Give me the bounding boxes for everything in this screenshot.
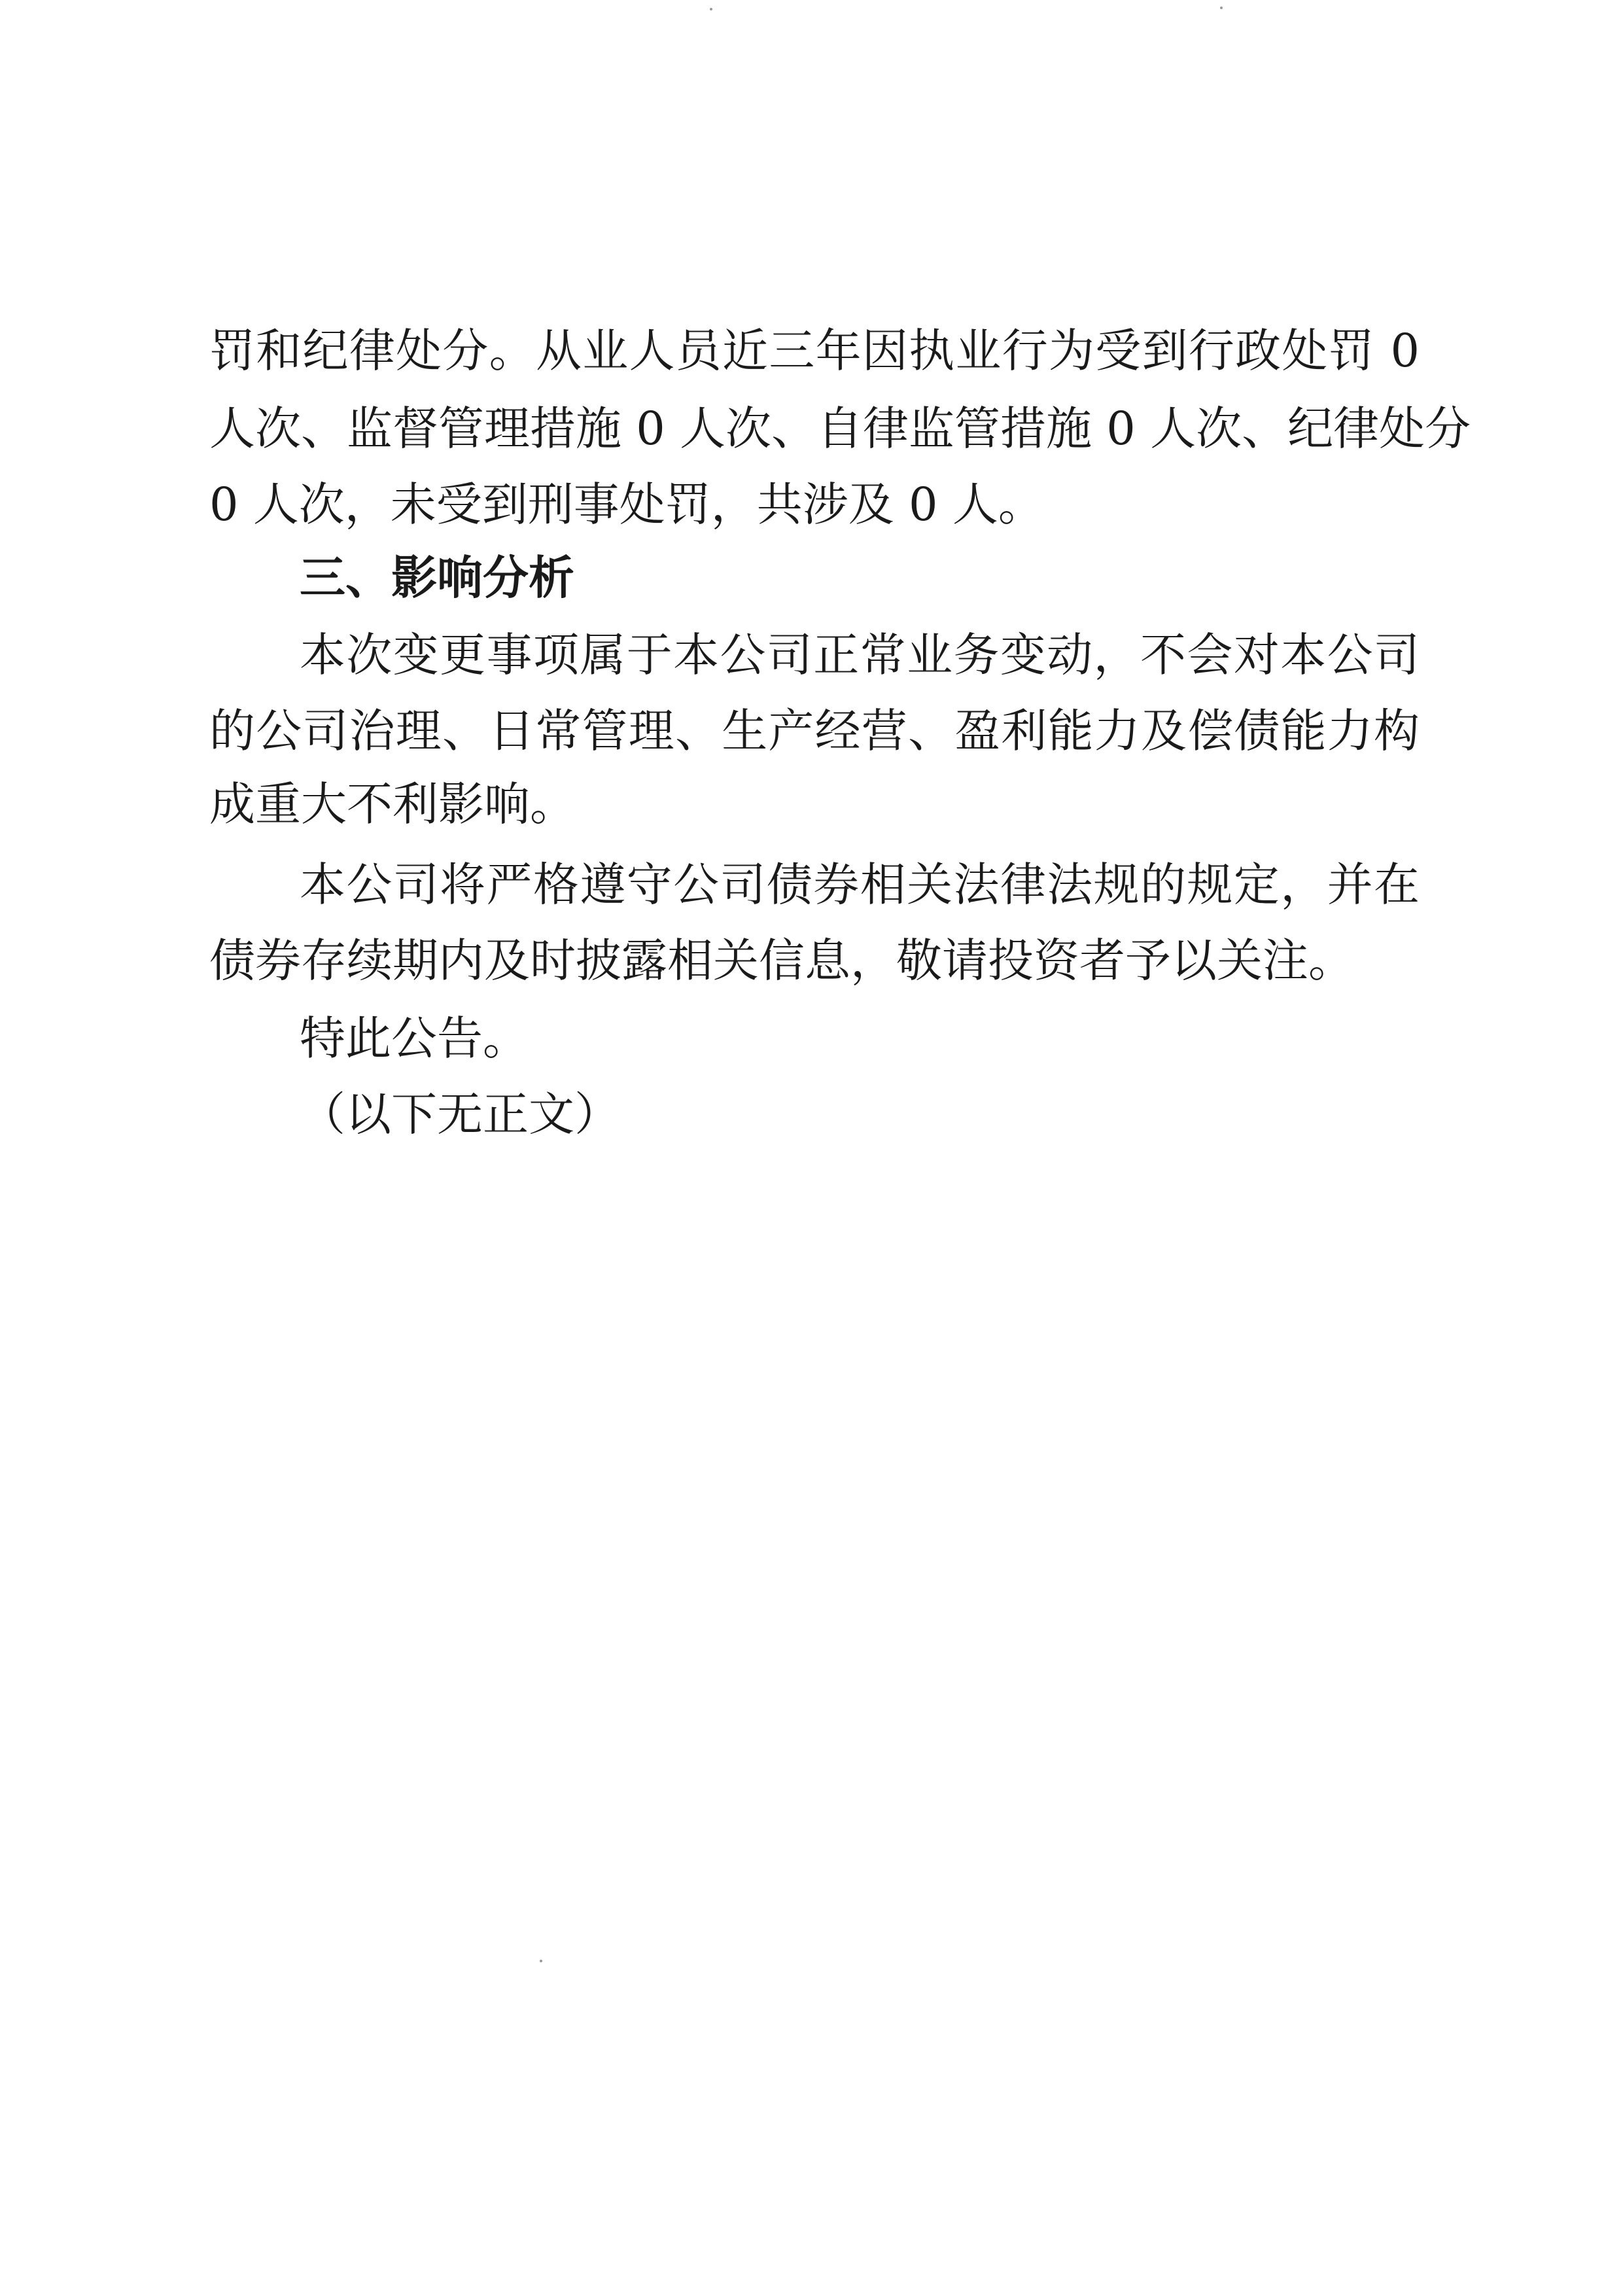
no-further-text-note: （以下无正文） [300, 1087, 620, 1141]
paragraph-line: 罚和纪律处分。从业人员近三年因执业行为受到行政处罚 0 [209, 324, 1420, 378]
scan-speck [710, 8, 712, 10]
paragraph-line: 成重大不利影响。 [209, 777, 576, 831]
section-heading: 三、影响分析 [300, 551, 574, 605]
paragraph-line: 的公司治理、日常管理、生产经营、盈利能力及偿债能力构 [209, 704, 1420, 758]
closing-statement: 特此公告。 [300, 1012, 529, 1065]
paragraph-line: 人次、监督管理措施 0 人次、自律监管措施 0 人次、纪律处分 [209, 402, 1471, 455]
scan-speck [1220, 7, 1223, 9]
paragraph-line: 本次变更事项属于本公司正常业务变动，不会对本公司 [300, 628, 1420, 682]
paragraph-line: 债券存续期内及时披露相关信息，敬请投资者予以关注。 [209, 934, 1354, 987]
scan-speck [540, 1960, 542, 1962]
paragraph-line: 0 人次，未受到刑事处罚，共涉及 0 人。 [209, 478, 1044, 531]
paragraph-line: 本公司将严格遵守公司债券相关法律法规的规定，并在 [300, 858, 1420, 911]
